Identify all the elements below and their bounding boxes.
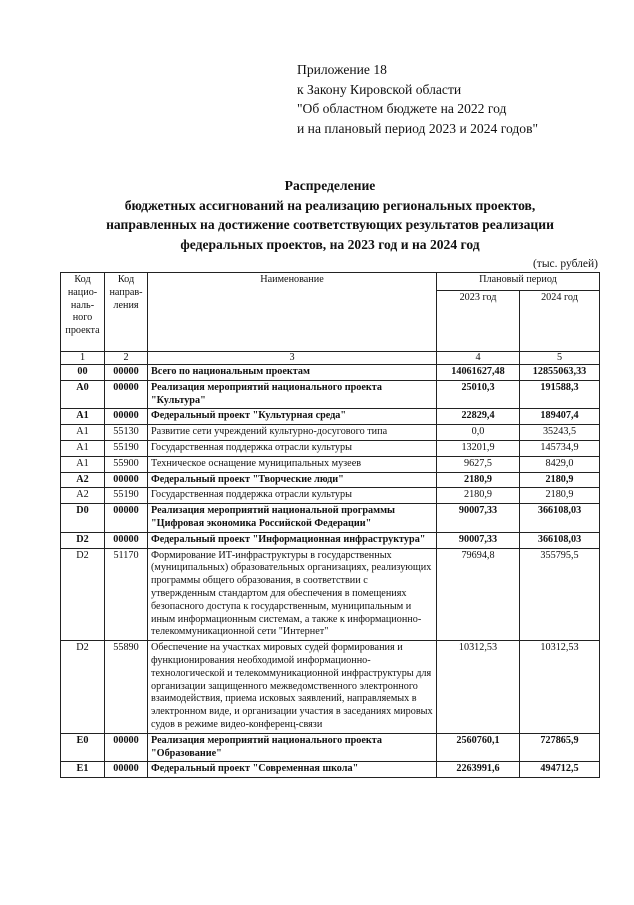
cell-direction-code: 55900 [105, 456, 148, 472]
annex-line: и на плановый период 2023 и 2024 годов" [297, 120, 539, 136]
cell-direction-code: 55190 [105, 488, 148, 504]
table-row [61, 733, 600, 762]
document-title [60, 176, 600, 254]
cell-name: Обеспечение на участках мировых судей формирования и функционирования необходимой информационно-технологической и телекоммуникационной инфраструктуры для организации защищенного межведомственного электронного взаимодействия, приема исковых заявлений, направляемых в электронном виде, и организации участия в заседаниях мировых судов в режиме видео-конференц-связи [148, 641, 437, 734]
table-row [61, 488, 600, 504]
annex-line: "Об областном бюджете на 2022 год [297, 101, 507, 117]
cell-direction-code: 00000 [105, 532, 148, 548]
cell-name: Федеральный проект "Современная школа" [148, 762, 437, 778]
table-row [61, 762, 600, 778]
cell-national-code: D2 [61, 641, 105, 734]
cell-amount-2024: 10312,53 [520, 641, 600, 734]
header-code-direction: Код направ-ления [105, 273, 148, 352]
cell-national-code: D0 [61, 504, 105, 533]
cell-amount-2023: 2180,9 [437, 472, 520, 488]
table-row [61, 504, 600, 533]
cell-amount-2024: 366108,03 [520, 504, 600, 533]
cell-amount-2023: 0,0 [437, 425, 520, 441]
cell-direction-code: 51170 [105, 548, 148, 641]
cell-amount-2024: 355795,5 [520, 548, 600, 641]
cell-direction-code: 00000 [105, 365, 148, 381]
cell-national-code: А1 [61, 425, 105, 441]
cell-amount-2024: 12855063,33 [520, 365, 600, 381]
header-code-national: Код нацио-наль-ного проекта [61, 273, 105, 352]
cell-national-code: А2 [61, 488, 105, 504]
table-row [61, 365, 600, 381]
column-number: 2 [105, 352, 148, 365]
cell-national-code: А1 [61, 456, 105, 472]
column-number: 5 [520, 352, 600, 365]
annex-line: к Закону Кировской области [297, 81, 462, 97]
table-row [61, 641, 600, 734]
title-line: бюджетных ассигнований на реализацию региональных проектов, [124, 197, 536, 213]
cell-name: Формирование ИТ-инфраструктуры в государственных (муниципальных) образовательных организациях, реализующих программы общего образования, в соответствии с утвержденным стандартом для обеспечения в помещениях безопасного доступа к государственным, муниципальным и иным информационным системам, а также к информационно-телекоммуникационной сети "Интернет" [148, 548, 437, 641]
table-row [61, 456, 600, 472]
cell-name: Всего по национальным проектам [148, 365, 437, 381]
cell-amount-2024: 494712,5 [520, 762, 600, 778]
cell-national-code: D2 [61, 532, 105, 548]
cell-amount-2023: 2180,9 [437, 488, 520, 504]
cell-amount-2024: 2180,9 [520, 472, 600, 488]
cell-national-code: Е1 [61, 762, 105, 778]
cell-national-code: D2 [61, 548, 105, 641]
cell-direction-code: 00000 [105, 762, 148, 778]
cell-direction-code: 55890 [105, 641, 148, 734]
cell-amount-2023: 90007,33 [437, 504, 520, 533]
cell-amount-2023: 22829,4 [437, 409, 520, 425]
cell-name: Федеральный проект "Культурная среда" [148, 409, 437, 425]
column-numbers-row [61, 352, 600, 365]
cell-amount-2024: 727865,9 [520, 733, 600, 762]
table-row [61, 440, 600, 456]
cell-amount-2023: 2560760,1 [437, 733, 520, 762]
cell-amount-2024: 191588,3 [520, 380, 600, 409]
column-number: 4 [437, 352, 520, 365]
cell-national-code: А1 [61, 409, 105, 425]
table-row [61, 472, 600, 488]
cell-national-code: А2 [61, 472, 105, 488]
cell-national-code: Е0 [61, 733, 105, 762]
cell-national-code: А1 [61, 440, 105, 456]
column-number: 1 [61, 352, 105, 365]
cell-name: Развитие сети учреждений культурно-досугового типа [148, 425, 437, 441]
table-row [61, 380, 600, 409]
cell-direction-code: 55190 [105, 440, 148, 456]
cell-amount-2023: 9627,5 [437, 456, 520, 472]
cell-amount-2024: 8429,0 [520, 456, 600, 472]
budget-table [60, 272, 600, 778]
cell-amount-2023: 90007,33 [437, 532, 520, 548]
cell-amount-2024: 2180,9 [520, 488, 600, 504]
table-row [61, 532, 600, 548]
cell-name: Государственная поддержка отрасли культуры [148, 488, 437, 504]
cell-national-code: А0 [61, 380, 105, 409]
cell-direction-code: 00000 [105, 472, 148, 488]
cell-direction-code: 00000 [105, 504, 148, 533]
cell-direction-code: 00000 [105, 409, 148, 425]
cell-name: Федеральный проект "Информационная инфраструктура" [148, 532, 437, 548]
title-line: Распределение [284, 178, 376, 193]
header-name: Наименование [148, 273, 437, 352]
cell-national-code: 00 [61, 365, 105, 381]
cell-amount-2023: 25010,3 [437, 380, 520, 409]
cell-name: Техническое оснащение муниципальных музеев [148, 456, 437, 472]
table-row [61, 548, 600, 641]
cell-amount-2024: 189407,4 [520, 409, 600, 425]
cell-direction-code: 00000 [105, 733, 148, 762]
cell-amount-2023: 14061627,48 [437, 365, 520, 381]
cell-amount-2023: 13201,9 [437, 440, 520, 456]
cell-amount-2023: 2263991,6 [437, 762, 520, 778]
annex-line: Приложение 18 [297, 62, 387, 77]
cell-name: Реализация мероприятий национальной программы "Цифровая экономика Российской Федерации" [148, 504, 437, 533]
unit-label: (тыс. рублей) [532, 258, 598, 270]
cell-name: Реализация мероприятий национального проекта "Культура" [148, 380, 437, 409]
cell-amount-2024: 35243,5 [520, 425, 600, 441]
header-year-2024: 2024 год [520, 291, 600, 352]
cell-name: Реализация мероприятий национального проекта "Образование" [148, 733, 437, 762]
cell-amount-2024: 145734,9 [520, 440, 600, 456]
cell-direction-code: 00000 [105, 380, 148, 409]
header-year-2023: 2023 год [437, 291, 520, 352]
cell-amount-2024: 366108,03 [520, 532, 600, 548]
table-row [61, 425, 600, 441]
header-planning-period: Плановый период [437, 273, 600, 291]
cell-amount-2023: 10312,53 [437, 641, 520, 734]
cell-direction-code: 55130 [105, 425, 148, 441]
annex-block [297, 60, 538, 138]
cell-amount-2023: 79694,8 [437, 548, 520, 641]
cell-name: Федеральный проект "Творческие люди" [148, 472, 437, 488]
column-number: 3 [148, 352, 437, 365]
title-line: направленных на достижение соответствующих результатов реализации [106, 217, 554, 232]
table-row [61, 409, 600, 425]
title-line: федеральных проектов, на 2023 год и на 2024 год [180, 236, 480, 252]
cell-name: Государственная поддержка отрасли культуры [148, 440, 437, 456]
